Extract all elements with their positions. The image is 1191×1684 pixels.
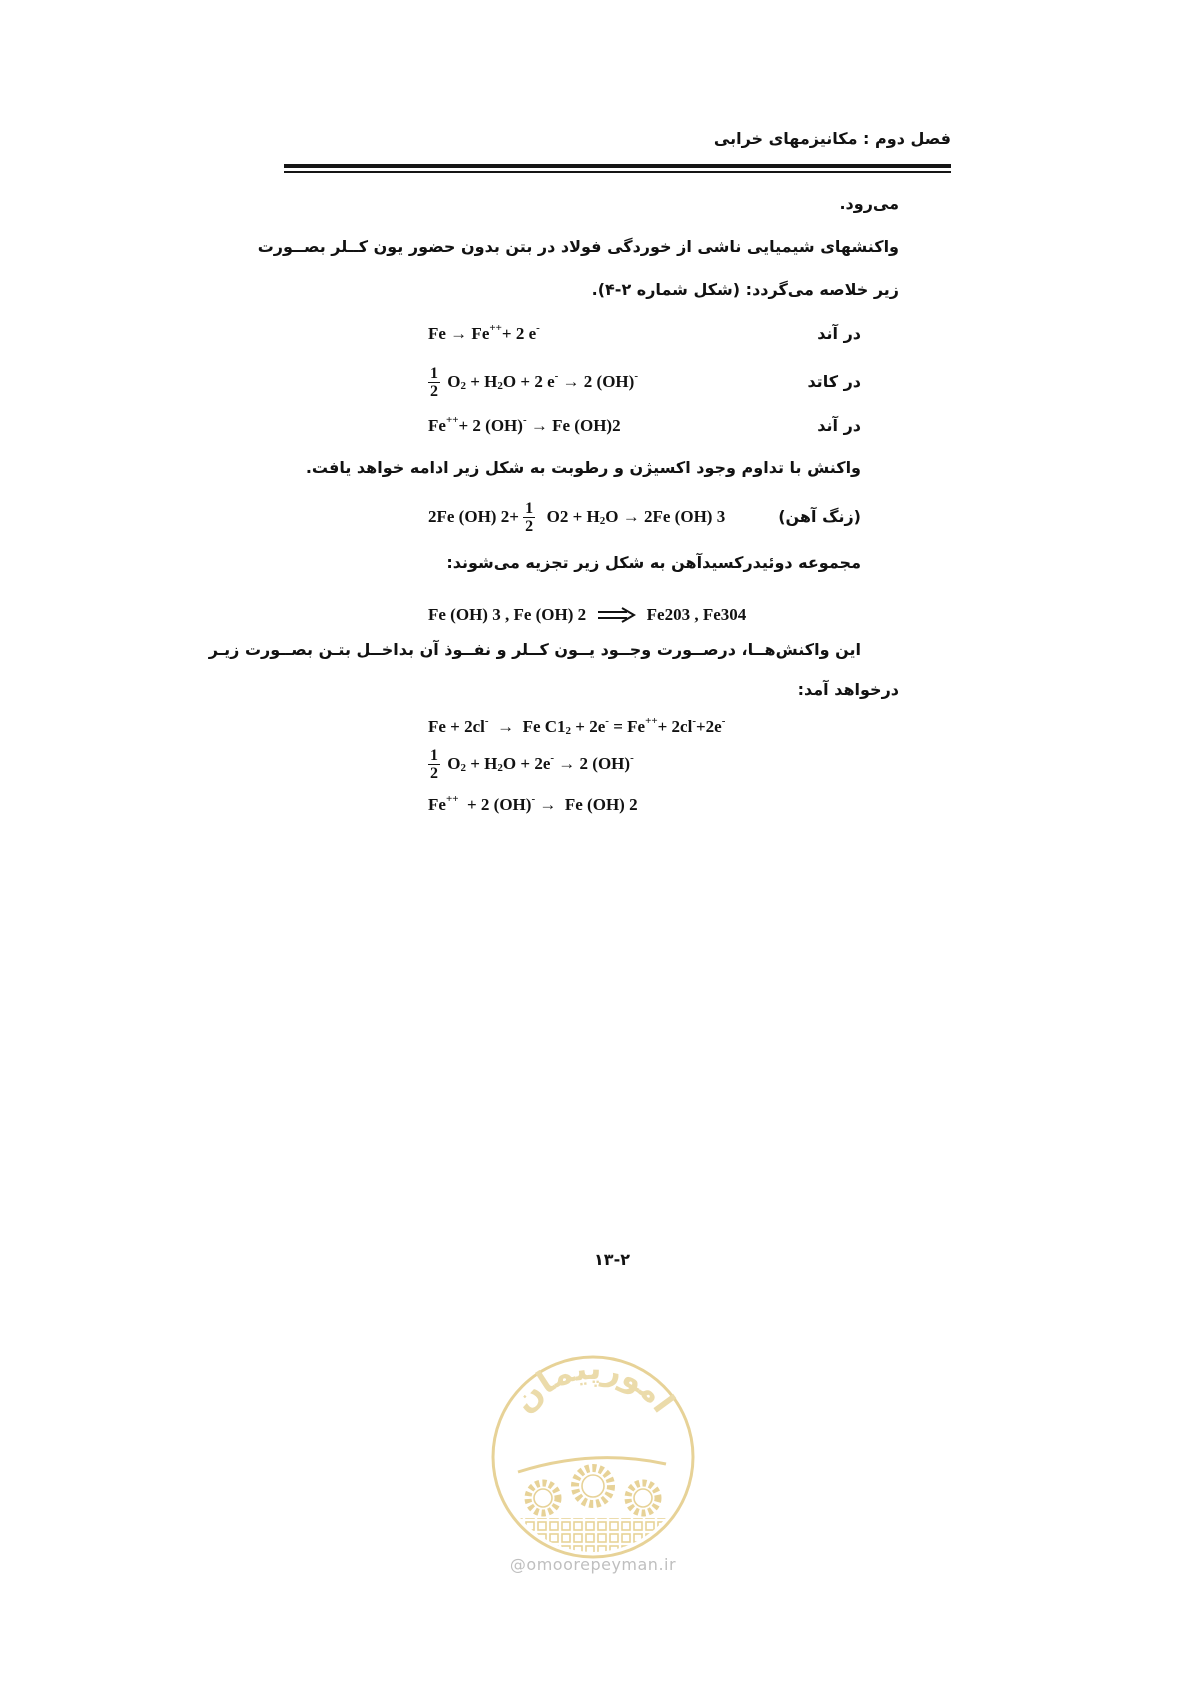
superscript: - xyxy=(531,793,536,805)
decomposition-equation xyxy=(428,595,746,635)
superscript: - xyxy=(630,752,634,764)
superscript: - xyxy=(634,370,638,382)
superscript: ++ xyxy=(445,414,459,426)
subscript: 2 xyxy=(497,762,503,774)
equation-text: + 2e xyxy=(571,717,606,736)
gear-icon xyxy=(628,1483,658,1513)
equation-text: + 2cl xyxy=(657,717,693,736)
double-arrow-icon xyxy=(596,607,636,623)
continuation-text: می‌رود. xyxy=(839,194,899,213)
subscript: 2 xyxy=(460,380,466,392)
superscript: ++ xyxy=(445,793,459,805)
chapter-title: فصل دوم : مکانیزمهای خرابی xyxy=(713,129,951,148)
intro-line-2: زیر خلاصه می‌گردد: (شکل شماره ۲-۴). xyxy=(591,280,899,299)
gear-pattern xyxy=(498,1518,688,1558)
reaction-label-anode: در آند xyxy=(817,324,861,343)
fraction xyxy=(428,747,440,782)
equation-text: Fe → Fe xyxy=(428,324,490,343)
equation-text: Fe (OH) 3 , Fe (OH) 2 xyxy=(428,605,591,624)
chloride-equation-2 xyxy=(428,744,634,784)
header-rule-thin xyxy=(284,171,951,173)
superscript: - xyxy=(554,370,559,382)
superscript: - xyxy=(721,715,726,727)
equation-text: → 2 (OH) xyxy=(558,372,635,391)
anode-hydroxide-equation xyxy=(428,406,621,446)
superscript: - xyxy=(536,322,540,334)
chloride-line-2: درخواهد آمد: xyxy=(797,680,899,699)
superscript: - xyxy=(550,752,555,764)
equation-text: O + 2 e xyxy=(502,372,555,391)
equation-text: Fe203 , Fe304 xyxy=(642,605,747,624)
equation-text: → Fe (OH)2 xyxy=(526,416,621,435)
equation-text: + H xyxy=(465,372,498,391)
equation-text: O + 2e xyxy=(502,754,551,773)
equation-text: O2 + H xyxy=(538,507,600,526)
equation-text: + H xyxy=(465,754,498,773)
watermark-seal xyxy=(488,1352,698,1562)
subscript: 2 xyxy=(460,762,466,774)
equation-text: O xyxy=(443,372,461,391)
superscript: - xyxy=(605,715,609,727)
equation-text: → Fe (OH) 2 xyxy=(535,795,638,814)
equation-text: + 2 (OH) xyxy=(458,795,532,814)
equation-text: 2Fe (OH) 2+ xyxy=(428,507,524,526)
superscript: ++ xyxy=(645,715,658,727)
fraction xyxy=(523,500,535,535)
equation-text: + 2 (OH) xyxy=(458,416,523,435)
superscript: ++ xyxy=(489,322,502,334)
fraction-denominator: 2 xyxy=(430,382,438,400)
rust-equation xyxy=(428,497,725,537)
seal-lettering: امورپیمان xyxy=(504,1352,683,1420)
fraction-denominator: 2 xyxy=(430,764,438,782)
chloride-equation-3 xyxy=(428,785,638,825)
intro-line-1: واکنشهای شیمیایی ناشی از خوردگی فولاد در بتن بدون حضور یون کــلر بصــورت xyxy=(257,237,899,256)
fraction-numerator: 1 xyxy=(430,746,438,764)
gear-icon xyxy=(528,1483,558,1513)
anode-equation xyxy=(428,314,540,354)
continued-reaction-text: واکنش با تداوم وجود اکسیژن و رطوبت به شکل زیر ادامه خواهد یافت. xyxy=(305,458,861,477)
equation-text: O xyxy=(443,754,461,773)
decomposition-text: مجموعه دوئیدرکسیدآهن به شکل زیر تجزیه می‌شوند: xyxy=(446,553,861,572)
equation-text: Fe xyxy=(428,795,446,814)
chloride-line-1: این واکنش‌هــا، درصــورت وجــود یــون کــلر و نفــوذ آن بداخــل بتـن بصــورت زیـر xyxy=(208,640,861,659)
equation-text: → 2 (OH) xyxy=(554,754,631,773)
fraction-numerator: 1 xyxy=(525,499,534,517)
equation-text: + 2 e xyxy=(501,324,537,343)
fraction xyxy=(428,365,440,400)
cathode-equation xyxy=(428,362,638,402)
seal-swoosh xyxy=(518,1458,666,1472)
equation-text: → Fe C1 xyxy=(488,717,566,736)
watermark-url: @omoorepeyman.ir xyxy=(509,1555,677,1574)
equation-text: O → 2Fe (OH) 3 xyxy=(605,507,726,526)
fraction-denominator: 2 xyxy=(525,517,534,535)
chloride-equation-1 xyxy=(428,707,725,747)
page-number: ۱۳-۲ xyxy=(594,1250,630,1269)
equation-text: Fe + 2cl xyxy=(428,717,485,736)
rust-label: (زنگ آهن) xyxy=(778,507,861,526)
superscript: - xyxy=(522,414,527,426)
header-rule-thick xyxy=(284,164,951,168)
equation-text: Fe xyxy=(428,416,446,435)
gear-icon xyxy=(575,1468,611,1504)
superscript: - xyxy=(484,715,489,727)
equation-text: +2e xyxy=(696,717,722,736)
subscript: 2 xyxy=(565,725,572,737)
fraction-numerator: 1 xyxy=(430,364,438,382)
reaction-label-cathode: در کاتد xyxy=(807,372,861,391)
subscript: 2 xyxy=(599,515,606,527)
subscript: 2 xyxy=(497,380,503,392)
superscript: - xyxy=(692,715,696,727)
equation-text: = Fe xyxy=(608,717,646,736)
reaction-label-anode-2: در آند xyxy=(817,416,861,435)
